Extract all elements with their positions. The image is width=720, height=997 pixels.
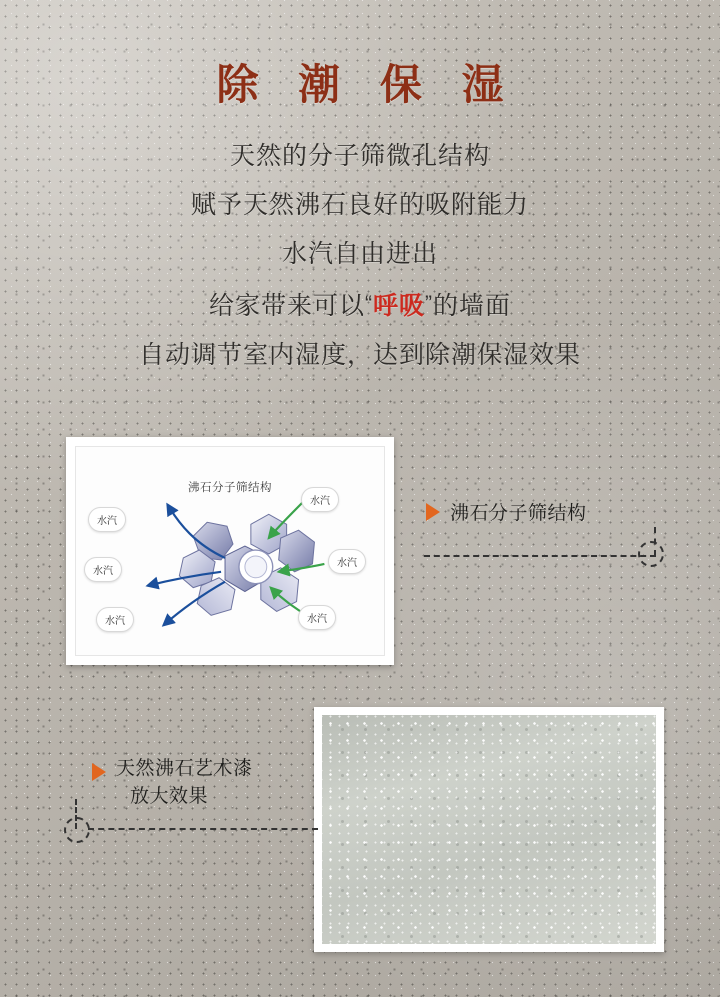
callout-photo-leader-line [88, 828, 318, 830]
callout-diagram [420, 495, 690, 575]
bubble-water-vapor: 水汽 [301, 487, 339, 512]
zeolite-crystal-cluster [179, 514, 314, 615]
bubble-water-vapor: 水汽 [328, 549, 366, 574]
callout-photo-label [116, 755, 253, 811]
bubble-water-vapor: 水汽 [84, 557, 122, 582]
callout-photo [62, 755, 322, 845]
open-quote: “ [364, 292, 373, 315]
subcopy-line-1: 天然的分子筛微孔结构 [229, 142, 490, 170]
triangle-marker-icon [426, 503, 440, 521]
callout-photo-label-line1: 天然沸石艺术漆 [116, 758, 253, 779]
triangle-marker-icon [92, 763, 106, 781]
callout-diagram-leader-line [424, 555, 656, 557]
zeolite-diagram-card [66, 437, 394, 665]
callout-diagram-label: 沸石分子筛结构 [450, 503, 587, 524]
subcopy-line-2: 赋予天然沸石良好的吸附能力 [190, 191, 529, 219]
close-quote: ” [425, 292, 433, 315]
callout-photo-label-line2: 放大效果 [130, 786, 209, 807]
zeolite-art-paint-macro-photo [322, 715, 656, 944]
diagram-title: 沸石分子筛结构 [188, 482, 272, 494]
subcopy-block [0, 132, 720, 380]
subcopy-line-3: 水汽自由进出 [281, 240, 438, 268]
highlight-before: 给家带来可以 [208, 292, 365, 320]
subcopy-line-highlight [0, 279, 720, 331]
bubble-water-vapor: 水汽 [96, 607, 134, 632]
page-title: 除 潮 保 湿 [216, 61, 518, 108]
highlight-accent: 呼吸 [372, 292, 425, 320]
callout-photo-endpoint-circle [64, 817, 90, 843]
macro-photo-card [314, 707, 664, 952]
callout-diagram-endpoint-circle [638, 541, 664, 567]
bubble-water-vapor: 水汽 [88, 507, 126, 532]
bubble-water-vapor: 水汽 [298, 605, 336, 630]
zeolite-diagram-inner [75, 446, 385, 656]
highlight-after: 的墙面 [433, 292, 512, 320]
subcopy-line-5: 自动调节室内湿度，达到除潮保湿效果 [138, 341, 581, 369]
